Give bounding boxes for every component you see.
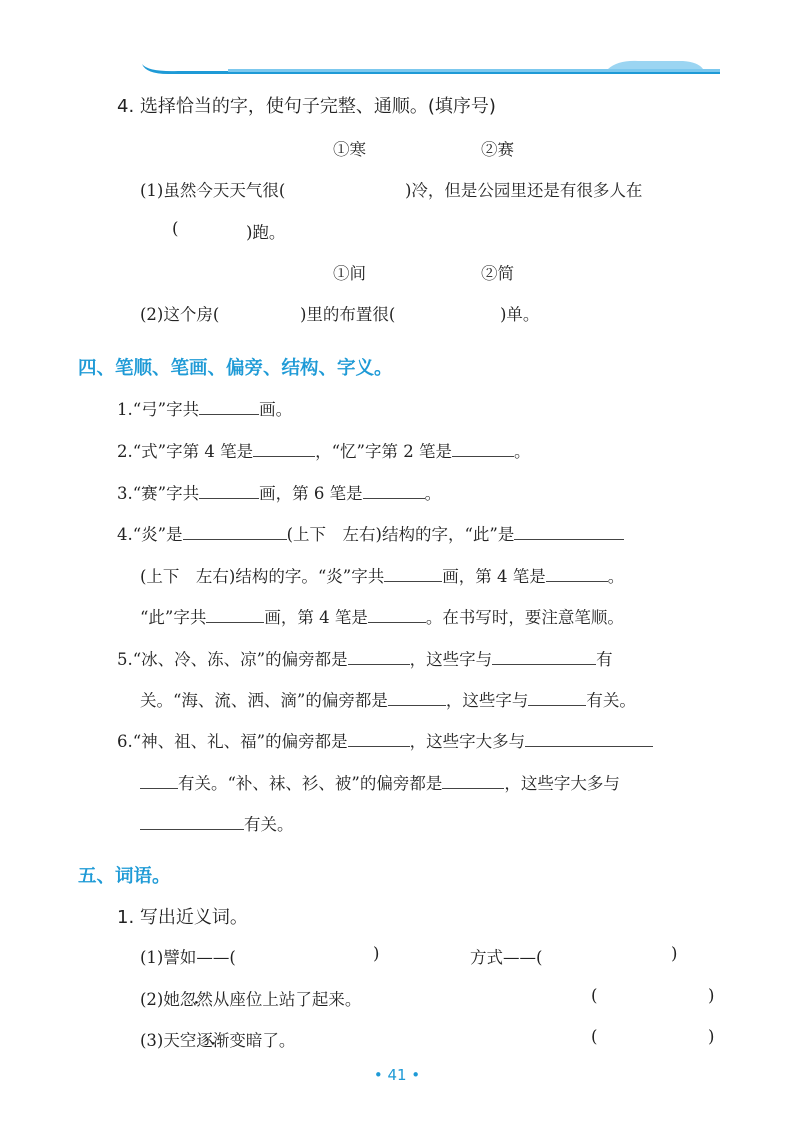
item-4-text-b: (上下 左右)结构的字，“此”是	[286, 525, 515, 544]
q4-sentence-2-part-c: )单。	[500, 305, 540, 324]
synonym-line-1-b: )	[373, 944, 380, 963]
item-4-text-h: 。在书写时，要注意笔顺。	[425, 608, 624, 627]
q4-sentence-1-part-a: (1)虽然今天天气很(	[140, 181, 286, 200]
item-4-line-3	[140, 604, 624, 628]
section-5-heading: 五、词语。	[78, 866, 171, 887]
item-3-text-a: 3.“赛”字共	[117, 484, 200, 503]
item-5-text-e: ，这些字与	[445, 691, 529, 710]
item-1-text-a: 1.“弓”字共	[117, 400, 200, 419]
synonym-line-2-pre: (2)她	[140, 990, 180, 1009]
answer-blank[interactable]	[199, 397, 259, 415]
item-5-text-f: 有关。	[586, 691, 636, 710]
emphasized-word: 逐渐	[196, 1031, 230, 1050]
item-4-text-e: 。	[607, 567, 625, 586]
item-3-text-c: 。	[424, 484, 442, 503]
synonym-line-3-pre: (3)天空	[140, 1031, 197, 1050]
item-6-line-1	[117, 728, 653, 752]
q4-sentence-2-part-a: (2)这个房(	[140, 305, 220, 324]
item-4-text-g: 画，第 4 笔是	[264, 608, 368, 627]
option-1: ①间	[333, 264, 366, 283]
synonym-line-1-c: 方式——(	[470, 948, 543, 967]
answer-blank[interactable]	[452, 439, 514, 457]
answer-blank[interactable]	[348, 647, 410, 665]
answer-blank[interactable]	[348, 729, 410, 747]
item-5-text-b: ，这些字与	[409, 650, 493, 669]
page-number: • 41 •	[373, 1066, 421, 1084]
item-2-text-b: ，“忆”字第 2 笔是	[315, 442, 452, 461]
item-2-text-a: 2.“式”字第 4 笔是	[117, 442, 254, 461]
item-4-text-f: “此”字共	[140, 608, 207, 627]
answer-blank[interactable]	[253, 439, 315, 457]
section-4-heading: 四、笔顺、笔画、偏旁、结构、字义。	[78, 358, 393, 379]
option-1: ①寒	[333, 140, 366, 159]
answer-blank[interactable]	[183, 522, 287, 540]
q4-sentence-1-part-b: )冷，但是公园里还是有很多人在	[405, 181, 643, 200]
section-5-question-1-title: 1. 写出近义词。	[117, 907, 248, 928]
item-5-text-c: 有	[596, 650, 613, 669]
answer-paren-close: )	[708, 986, 715, 1005]
answer-blank[interactable]	[199, 481, 259, 499]
option-2: ②简	[481, 264, 514, 283]
answer-blank[interactable]	[384, 564, 442, 582]
item-3	[117, 480, 441, 504]
answer-paren-close: )	[708, 1027, 715, 1046]
answer-blank[interactable]	[546, 564, 608, 582]
item-6-text-a: 6.“神、祖、礼、福”的偏旁都是	[117, 732, 348, 751]
synonym-line-3-post: 变暗了。	[229, 1031, 296, 1050]
question-4-title: 4. 选择恰当的字，使句子完整、通顺。(填序号)	[117, 96, 496, 117]
item-2	[117, 438, 530, 462]
answer-blank[interactable]	[514, 522, 624, 540]
answer-blank[interactable]	[388, 688, 446, 706]
answer-paren-open: (	[591, 986, 598, 1005]
synonym-line-3	[140, 1027, 295, 1051]
answer-blank[interactable]	[528, 688, 586, 706]
item-2-text-c: 。	[513, 442, 531, 461]
answer-blank[interactable]	[363, 481, 425, 499]
item-1	[117, 396, 292, 420]
answer-blank[interactable]	[492, 647, 596, 665]
item-4-text-c: (上下 左右)结构的字。“炎”字共	[140, 567, 385, 586]
item-6-text-c: 有关。“补、袜、衫、被”的偏旁都是	[178, 774, 443, 793]
answer-blank[interactable]	[140, 771, 178, 789]
answer-blank[interactable]	[442, 771, 504, 789]
emphasized-word: 忽然	[179, 990, 213, 1009]
item-1-text-b: 画。	[259, 400, 293, 419]
item-6-text-b: ，这些字大多与	[409, 732, 526, 751]
item-4-line-1	[117, 521, 624, 545]
synonym-line-2	[140, 986, 361, 1010]
item-5-text-a: 5.“冰、冷、冻、凉”的偏旁都是	[117, 650, 348, 669]
item-6-line-2	[140, 770, 620, 794]
answer-blank[interactable]	[206, 605, 264, 623]
q4-sentence-2-part-b: )里的布置很(	[300, 305, 396, 324]
item-4-text-a: 4.“炎”是	[117, 525, 183, 544]
item-4-line-2	[140, 563, 624, 587]
synonym-line-1-a: (1)譬如——(	[140, 948, 236, 967]
q4-sentence-1-part-c: (	[172, 219, 179, 238]
item-5-text-d: 关。“海、流、洒、滴”的偏旁都是	[140, 691, 388, 710]
answer-blank[interactable]	[140, 812, 244, 830]
synonym-line-1-d: )	[671, 944, 678, 963]
item-5-line-1	[117, 646, 613, 670]
option-2: ②赛	[481, 140, 514, 159]
item-3-text-b: 画，第 6 笔是	[259, 484, 363, 503]
item-4-text-d: 画，第 4 笔是	[442, 567, 546, 586]
item-6-line-3	[140, 811, 294, 835]
item-6-text-e: 有关。	[244, 815, 294, 834]
answer-blank[interactable]	[525, 729, 653, 747]
answer-paren-open: (	[591, 1027, 598, 1046]
item-5-line-2	[140, 687, 636, 711]
q4-sentence-1-part-d: )跑。	[246, 223, 286, 242]
answer-blank[interactable]	[368, 605, 426, 623]
item-6-text-d: ，这些字大多与	[504, 774, 620, 793]
synonym-line-2-post: 从座位上站了起来。	[212, 990, 362, 1009]
header-decoration	[138, 60, 720, 74]
